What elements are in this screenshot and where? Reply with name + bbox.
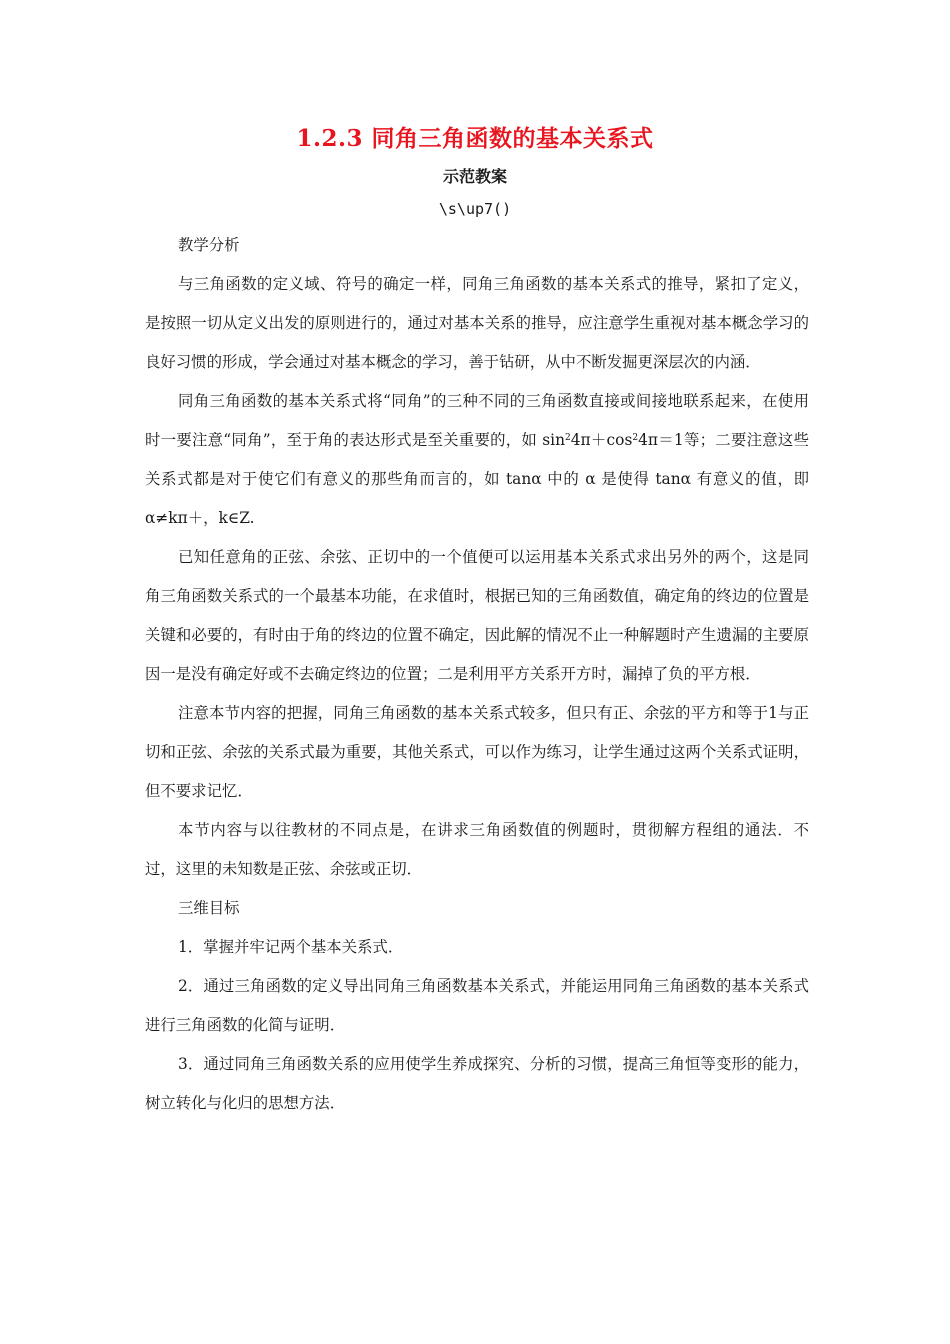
- paragraph-2: [145, 382, 809, 538]
- exponent: 2: [564, 433, 571, 443]
- goal-item-1: 1．掌握并牢记两个基本关系式．: [178, 938, 404, 956]
- field-code-text: \s\up7(): [438, 200, 512, 218]
- paragraph-2-part-a: 同角三角函数的基本关系式将“同角”的三种不同的三角函数直接或间接地联系起来，在使用时一要注意“同角”，至于角的表达形式是至关重要的，如 sin: [145, 392, 809, 449]
- goal-item-3: 3．通过同角三角函数关系的应用使学生养成探究、分析的习惯，提高三角恒等变形的能力，树立转化与化归的思想方法．: [145, 1055, 809, 1112]
- paragraph-2-part-c: 4π＝1等；二要注意这些关系式都是对于使它们有意义的那些角而言的，如 tanα 中的 α 是使得 tanα 有意义的值，即 α≠kπ＋，k∈Z.: [145, 431, 809, 527]
- paragraph-1: 与三角函数的定义域、符号的确定一样，同角三角函数的基本关系式的推导，紧扣了定义，是按照一切从定义出发的原则进行的，通过对基本关系的推导，应注意学生重视对基本概念学习的良好习惯的形成，学会通过对基本概念的学习，善于钻研，从中不断发掘更深层次的内涵．: [145, 275, 809, 371]
- paragraph-2-part-b: 4π＋cos: [570, 431, 633, 449]
- page-subtitle: 示范教案: [442, 167, 507, 186]
- paragraph-3: 已知任意角的正弦、余弦、正切中的一个值便可以运用基本关系式求出另外的两个，这是同角三角函数关系式的一个最基本功能，在求值时，根据已知的三角函数值，确定角的终边的位置是关键和必要的，有时由于角的终边的位置不确定，因此解的情况不止一种解题时产生遗漏的主要原因一是没有确定好或不去确定终边的位置；二是利用平方关系开方时，漏掉了负的平方根．: [145, 548, 809, 683]
- section-heading-goals: 三维目标: [178, 899, 240, 917]
- section-heading-analysis: 教学分析: [178, 236, 240, 254]
- page-title: 1.2.3 同角三角函数的基本关系式: [296, 125, 654, 152]
- exponent: 2: [632, 433, 639, 443]
- paragraph-5: 本节内容与以往教材的不同点是，在讲求三角函数值的例题时，贯彻解方程组的通法．不过，这里的未知数是正弦、余弦或正切．: [145, 821, 809, 878]
- document-body: [145, 226, 809, 1123]
- goal-item-2: 2．通过三角函数的定义导出同角三角函数基本关系式，并能运用同角三角函数的基本关系式进行三角函数的化简与证明．: [145, 977, 809, 1034]
- paragraph-4: 注意本节内容的把握，同角三角函数的基本关系式较多，但只有正、余弦的平方和等于1与正切和正弦、余弦的关系式最为重要，其他关系式，可以作为练习，让学生通过这两个关系式证明，但不要求记忆．: [145, 704, 809, 800]
